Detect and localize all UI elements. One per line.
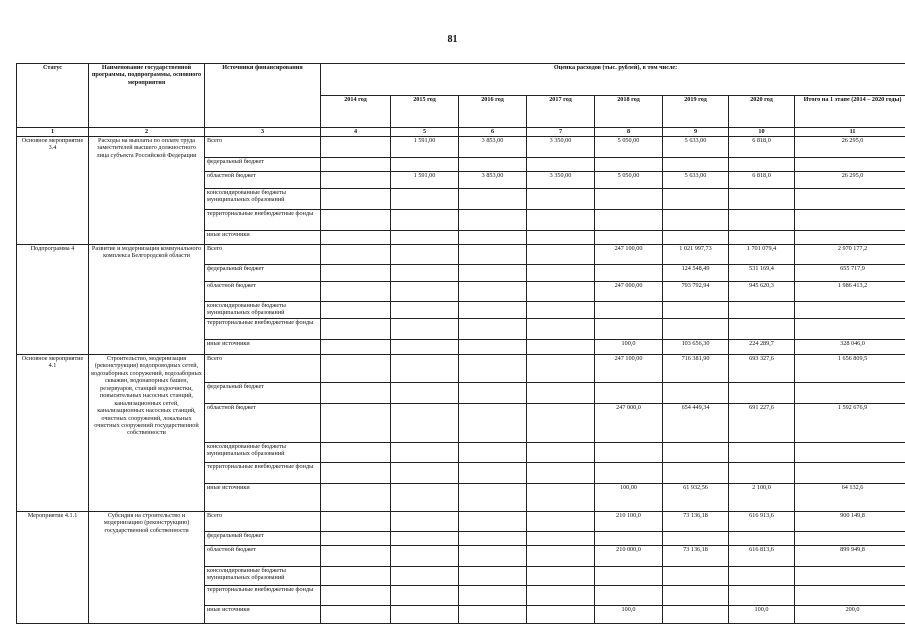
value-cell: [527, 463, 595, 484]
name-cell: Строительство, модернизация (реконструкция) водопроводных сетей, водозаборных сооружений, водозаборных скважин, водонапорных башен, резервуаров, станций водоочистки, повысительных насосных станций, канализационных сетей, канализационных насосных станций, очистных сооружений, локальных очистных сооружений государственной собственности: [89, 355, 205, 512]
value-cell: [527, 245, 595, 265]
value-cell: [595, 319, 663, 340]
column-number: 10: [729, 128, 795, 137]
source-cell: территориальные внебюджетные фонды: [205, 586, 321, 606]
value-cell: [391, 265, 459, 282]
value-cell: 1 701 079,4: [729, 245, 795, 265]
value-cell: [729, 319, 795, 340]
value-cell: [321, 512, 391, 532]
value-cell: [321, 282, 391, 302]
value-cell: [391, 158, 459, 172]
column-number: 9: [663, 128, 729, 137]
value-cell: [391, 319, 459, 340]
value-cell: [527, 210, 595, 231]
value-cell: 654 449,34: [663, 404, 729, 443]
value-cell: [459, 340, 527, 355]
value-cell: [321, 158, 391, 172]
header-year: 2017 год: [527, 96, 595, 128]
value-cell: [595, 231, 663, 245]
value-cell: [459, 210, 527, 231]
value-cell: [391, 567, 459, 586]
value-cell: [459, 319, 527, 340]
value-cell: [321, 355, 391, 383]
value-cell: [391, 340, 459, 355]
value-cell: [527, 383, 595, 404]
value-cell: 716 381,90: [663, 355, 729, 383]
value-cell: [729, 463, 795, 484]
value-cell: [527, 546, 595, 567]
value-cell: 100,00: [595, 484, 663, 512]
value-cell: 531 169,4: [729, 265, 795, 282]
source-cell: областной бюджет: [205, 282, 321, 302]
source-cell: территориальные внебюджетные фонды: [205, 210, 321, 231]
value-cell: [321, 231, 391, 245]
source-cell: Всего: [205, 355, 321, 383]
value-cell: 100,0: [595, 606, 663, 624]
value-cell: 2 970 177,2: [795, 245, 905, 265]
value-cell: [391, 189, 459, 210]
value-cell: [459, 265, 527, 282]
value-cell: 2 100,0: [729, 484, 795, 512]
value-cell: 1 986 413,2: [795, 282, 905, 302]
value-cell: [391, 245, 459, 265]
value-cell: [459, 383, 527, 404]
value-cell: [391, 443, 459, 463]
value-cell: 103 656,30: [663, 340, 729, 355]
header-total: Итого на 1 этапе (2014 – 2020 годы): [795, 96, 905, 128]
value-cell: 210 000,0: [595, 546, 663, 567]
status-cell: Основное мероприятие 4.1: [17, 355, 89, 512]
value-cell: 73 136,18: [663, 546, 729, 567]
value-cell: [595, 189, 663, 210]
value-cell: [663, 210, 729, 231]
status-cell: Подпрограмма 4: [17, 245, 89, 355]
value-cell: [729, 532, 795, 546]
value-cell: [459, 231, 527, 245]
value-cell: [527, 532, 595, 546]
value-cell: 64 132,6: [795, 484, 905, 512]
value-cell: 100,0: [729, 606, 795, 624]
header-estimate: Оценка расходов (тыс. рублей), в том числе:: [321, 64, 905, 96]
value-cell: 61 932,56: [663, 484, 729, 512]
header-year: 2014 год: [321, 96, 391, 128]
source-cell: иные источники: [205, 231, 321, 245]
column-number: 6: [459, 128, 527, 137]
value-cell: [321, 265, 391, 282]
name-cell: Субсидия на строительство и модернизацию (реконструкцию) государственной собственности: [89, 512, 205, 624]
value-cell: [663, 302, 729, 319]
value-cell: 900 149,8: [795, 512, 905, 532]
value-cell: [729, 210, 795, 231]
value-cell: [459, 282, 527, 302]
value-cell: [527, 189, 595, 210]
source-cell: консолидированные бюджеты муниципальных образований: [205, 443, 321, 463]
value-cell: [527, 340, 595, 355]
table-row: [17, 245, 905, 265]
column-number: 4: [321, 128, 391, 137]
value-cell: [795, 532, 905, 546]
value-cell: [321, 443, 391, 463]
value-cell: [391, 404, 459, 443]
value-cell: [459, 245, 527, 265]
value-cell: 899 949,8: [795, 546, 905, 567]
value-cell: 1 021 997,73: [663, 245, 729, 265]
value-cell: [321, 567, 391, 586]
value-cell: 100,0: [595, 340, 663, 355]
value-cell: [595, 302, 663, 319]
value-cell: [321, 546, 391, 567]
value-cell: [459, 302, 527, 319]
value-cell: 945 620,3: [729, 282, 795, 302]
value-cell: 3 350,00: [527, 137, 595, 158]
value-cell: [527, 355, 595, 383]
source-cell: иные источники: [205, 340, 321, 355]
value-cell: [795, 189, 905, 210]
value-cell: 224 289,7: [729, 340, 795, 355]
value-cell: 247 000,00: [595, 282, 663, 302]
value-cell: [459, 189, 527, 210]
status-cell: Основное мероприятие 3.4: [17, 137, 89, 245]
value-cell: [459, 546, 527, 567]
status-cell: Мероприятие 4.1.1: [17, 512, 89, 624]
value-cell: 1 656 809,5: [795, 355, 905, 383]
value-cell: 616 913,6: [729, 512, 795, 532]
value-cell: [459, 606, 527, 624]
value-cell: [595, 265, 663, 282]
value-cell: [595, 463, 663, 484]
value-cell: 1 591,00: [391, 172, 459, 189]
value-cell: [321, 532, 391, 546]
value-cell: [527, 319, 595, 340]
value-cell: [321, 137, 391, 158]
value-cell: 247 100,00: [595, 355, 663, 383]
column-number: 8: [595, 128, 663, 137]
value-cell: [459, 586, 527, 606]
source-cell: областной бюджет: [205, 172, 321, 189]
value-cell: [527, 512, 595, 532]
column-number: 11: [795, 128, 905, 137]
value-cell: [795, 383, 905, 404]
value-cell: [459, 532, 527, 546]
source-cell: территориальные внебюджетные фонды: [205, 463, 321, 484]
value-cell: [729, 231, 795, 245]
value-cell: [795, 567, 905, 586]
table-row: [17, 355, 905, 383]
value-cell: 210 100,0: [595, 512, 663, 532]
value-cell: [527, 484, 595, 512]
value-cell: 124 548,49: [663, 265, 729, 282]
value-cell: [321, 302, 391, 319]
source-cell: Всего: [205, 512, 321, 532]
value-cell: 655 717,9: [795, 265, 905, 282]
source-cell: федеральный бюджет: [205, 383, 321, 404]
value-cell: [459, 443, 527, 463]
value-cell: [595, 158, 663, 172]
value-cell: 5 050,00: [595, 172, 663, 189]
value-cell: [595, 383, 663, 404]
table-row: [17, 137, 905, 158]
value-cell: [391, 546, 459, 567]
value-cell: [663, 443, 729, 463]
value-cell: 3 853,00: [459, 172, 527, 189]
value-cell: [729, 158, 795, 172]
value-cell: [391, 484, 459, 512]
header-status: Статус: [17, 64, 89, 128]
value-cell: 1 591,00: [391, 137, 459, 158]
value-cell: [795, 231, 905, 245]
budget-table: [16, 63, 905, 624]
value-cell: [321, 172, 391, 189]
name-cell: Расходы на выплаты по оплате труда заместителей высшего должностного лица субъекта Российской Федерации: [89, 137, 205, 245]
header-year: 2015 год: [391, 96, 459, 128]
value-cell: 5 633,00: [663, 137, 729, 158]
source-cell: федеральный бюджет: [205, 265, 321, 282]
value-cell: [321, 245, 391, 265]
value-cell: [595, 443, 663, 463]
value-cell: 693 327,6: [729, 355, 795, 383]
header-source: Источники финансирования: [205, 64, 321, 128]
value-cell: [391, 210, 459, 231]
value-cell: [595, 567, 663, 586]
value-cell: [391, 231, 459, 245]
value-cell: [459, 484, 527, 512]
column-number: 7: [527, 128, 595, 137]
value-cell: [321, 319, 391, 340]
value-cell: [527, 231, 595, 245]
value-cell: 793 792,94: [663, 282, 729, 302]
value-cell: [459, 158, 527, 172]
header-name: Наименование государственной программы, подпрограммы, основного мероприятия: [89, 64, 205, 128]
value-cell: [795, 463, 905, 484]
value-cell: 3 853,00: [459, 137, 527, 158]
value-cell: [663, 463, 729, 484]
value-cell: [595, 210, 663, 231]
source-cell: иные источники: [205, 606, 321, 624]
value-cell: [527, 606, 595, 624]
value-cell: 5 633,00: [663, 172, 729, 189]
value-cell: 328 046,0: [795, 340, 905, 355]
value-cell: [729, 567, 795, 586]
source-cell: областной бюджет: [205, 404, 321, 443]
value-cell: [663, 158, 729, 172]
value-cell: [663, 231, 729, 245]
value-cell: [663, 383, 729, 404]
header-year: 2019 год: [663, 96, 729, 128]
value-cell: [321, 340, 391, 355]
value-cell: [459, 463, 527, 484]
value-cell: 247 000,0: [595, 404, 663, 443]
source-cell: консолидированные бюджеты муниципальных образований: [205, 567, 321, 586]
value-cell: 247 100,00: [595, 245, 663, 265]
source-cell: областной бюджет: [205, 546, 321, 567]
source-cell: консолидированные бюджеты муниципальных образований: [205, 189, 321, 210]
value-cell: 26 295,0: [795, 172, 905, 189]
value-cell: [729, 189, 795, 210]
source-cell: Всего: [205, 137, 321, 158]
value-cell: [729, 383, 795, 404]
value-cell: [795, 586, 905, 606]
value-cell: 1 592 676,9: [795, 404, 905, 443]
value-cell: 200,0: [795, 606, 905, 624]
name-cell: Развитие и модернизация коммунального комплекса Белгородской области: [89, 245, 205, 355]
value-cell: [729, 443, 795, 463]
header-year: 2020 год: [729, 96, 795, 128]
value-cell: [321, 383, 391, 404]
page-number: 81: [447, 34, 458, 45]
value-cell: [391, 282, 459, 302]
header-year: 2018 год: [595, 96, 663, 128]
value-cell: [663, 532, 729, 546]
value-cell: 691 227,6: [729, 404, 795, 443]
value-cell: [459, 355, 527, 383]
value-cell: [527, 567, 595, 586]
value-cell: 6 818,0: [729, 137, 795, 158]
column-number: 3: [205, 128, 321, 137]
value-cell: [663, 189, 729, 210]
value-cell: [663, 606, 729, 624]
value-cell: [391, 512, 459, 532]
value-cell: 616 813,6: [729, 546, 795, 567]
column-number: 5: [391, 128, 459, 137]
value-cell: [321, 210, 391, 231]
value-cell: [729, 586, 795, 606]
value-cell: [459, 404, 527, 443]
value-cell: [595, 586, 663, 606]
value-cell: [663, 319, 729, 340]
value-cell: [527, 404, 595, 443]
value-cell: [321, 404, 391, 443]
source-cell: федеральный бюджет: [205, 158, 321, 172]
column-number: 2: [89, 128, 205, 137]
value-cell: [595, 532, 663, 546]
value-cell: [321, 463, 391, 484]
value-cell: [663, 567, 729, 586]
value-cell: 73 136,18: [663, 512, 729, 532]
value-cell: [795, 319, 905, 340]
value-cell: [527, 586, 595, 606]
column-number: 1: [17, 128, 89, 137]
value-cell: [321, 189, 391, 210]
value-cell: 3 350,00: [527, 172, 595, 189]
value-cell: [391, 463, 459, 484]
value-cell: [459, 512, 527, 532]
value-cell: [729, 302, 795, 319]
header-year: 2016 год: [459, 96, 527, 128]
value-cell: [795, 158, 905, 172]
value-cell: [391, 302, 459, 319]
source-cell: иные источники: [205, 484, 321, 512]
value-cell: [391, 532, 459, 546]
value-cell: [663, 586, 729, 606]
value-cell: [321, 606, 391, 624]
source-cell: консолидированные бюджеты муниципальных образований: [205, 302, 321, 319]
value-cell: [391, 355, 459, 383]
value-cell: [391, 606, 459, 624]
value-cell: [459, 567, 527, 586]
table-body: [17, 137, 905, 624]
value-cell: 6 818,0: [729, 172, 795, 189]
value-cell: [321, 484, 391, 512]
value-cell: [527, 282, 595, 302]
value-cell: [527, 443, 595, 463]
value-cell: [795, 210, 905, 231]
value-cell: [391, 383, 459, 404]
value-cell: [527, 302, 595, 319]
source-cell: Всего: [205, 245, 321, 265]
source-cell: территориальные внебюджетные фонды: [205, 319, 321, 340]
value-cell: [795, 302, 905, 319]
source-cell: федеральный бюджет: [205, 532, 321, 546]
table-row: [17, 512, 905, 532]
value-cell: [795, 443, 905, 463]
value-cell: [527, 265, 595, 282]
value-cell: 26 295,0: [795, 137, 905, 158]
value-cell: [527, 158, 595, 172]
value-cell: [391, 586, 459, 606]
value-cell: [321, 586, 391, 606]
value-cell: 5 050,00: [595, 137, 663, 158]
